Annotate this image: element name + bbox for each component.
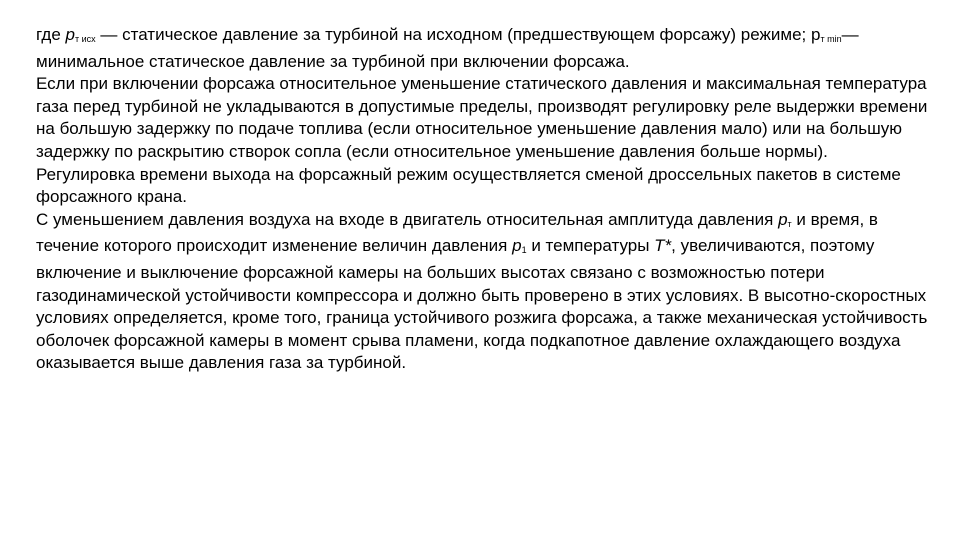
symbol-p-t-initial: $p_{т исх}$ <box>65 25 96 44</box>
symbol-p-t: $p_т$ <box>778 209 792 229</box>
text-segment: , увеличиваются, поэтому включение и выключение форсажной камеры на больших высотах связано с возможностью потери газодинамической устойчивости компрессора и должно быть проверено в этих условиях. В высотно-скоростных условиях определяется, кроме того, граница устойчивого розжига форсажа, а также механическая устойчивость оболочек форсажной камеры в момент срыва пламени, когда подкапотное давление охлаждающего воздуха оказывается выше давления газа за турбиной. <box>36 236 928 373</box>
document-body <box>36 24 928 375</box>
symbol-t-star: T* <box>654 236 672 256</box>
text-segment: — минимальное статическое давление за турбиной при включении форсажа. <box>36 25 859 71</box>
text-segment: — статическое давление за турбиной на исходном (предшествующем форсажу) режиме; <box>95 25 811 44</box>
paragraph-adjustment <box>36 73 928 209</box>
text-segment: С уменьшением давления воздуха на входе в двигатель относительная амплитуда давления <box>36 209 779 229</box>
text-segment: Если при включении форсажа относительное уменьшение статического давления и максимальная температура газа перед турбиной не укладываются в допустимые пределы, производят регулировку реле выдержки времени на большую задержку по подаче топлива (если относительное уменьшение давления мало) или на большую задержку по раскрытию створок сопла (если относительное уменьшение давления больше нормы). Регулировка времени выхода на форсажный режим осуществляется сменой дроссельных пакетов в системе форсажного крана. <box>36 74 928 207</box>
text-segment: где <box>36 25 66 44</box>
text-segment: и время, в течение которого происходит изменение величин давления <box>36 209 878 256</box>
text-segment: и температуры <box>526 236 655 256</box>
paragraph-pressure-definitions <box>36 24 928 73</box>
symbol-p-1: $p_1$ <box>512 236 527 256</box>
symbol-p-t-min: $p_{т min}$ <box>810 25 842 44</box>
paragraph-altitude-effects <box>36 209 928 375</box>
